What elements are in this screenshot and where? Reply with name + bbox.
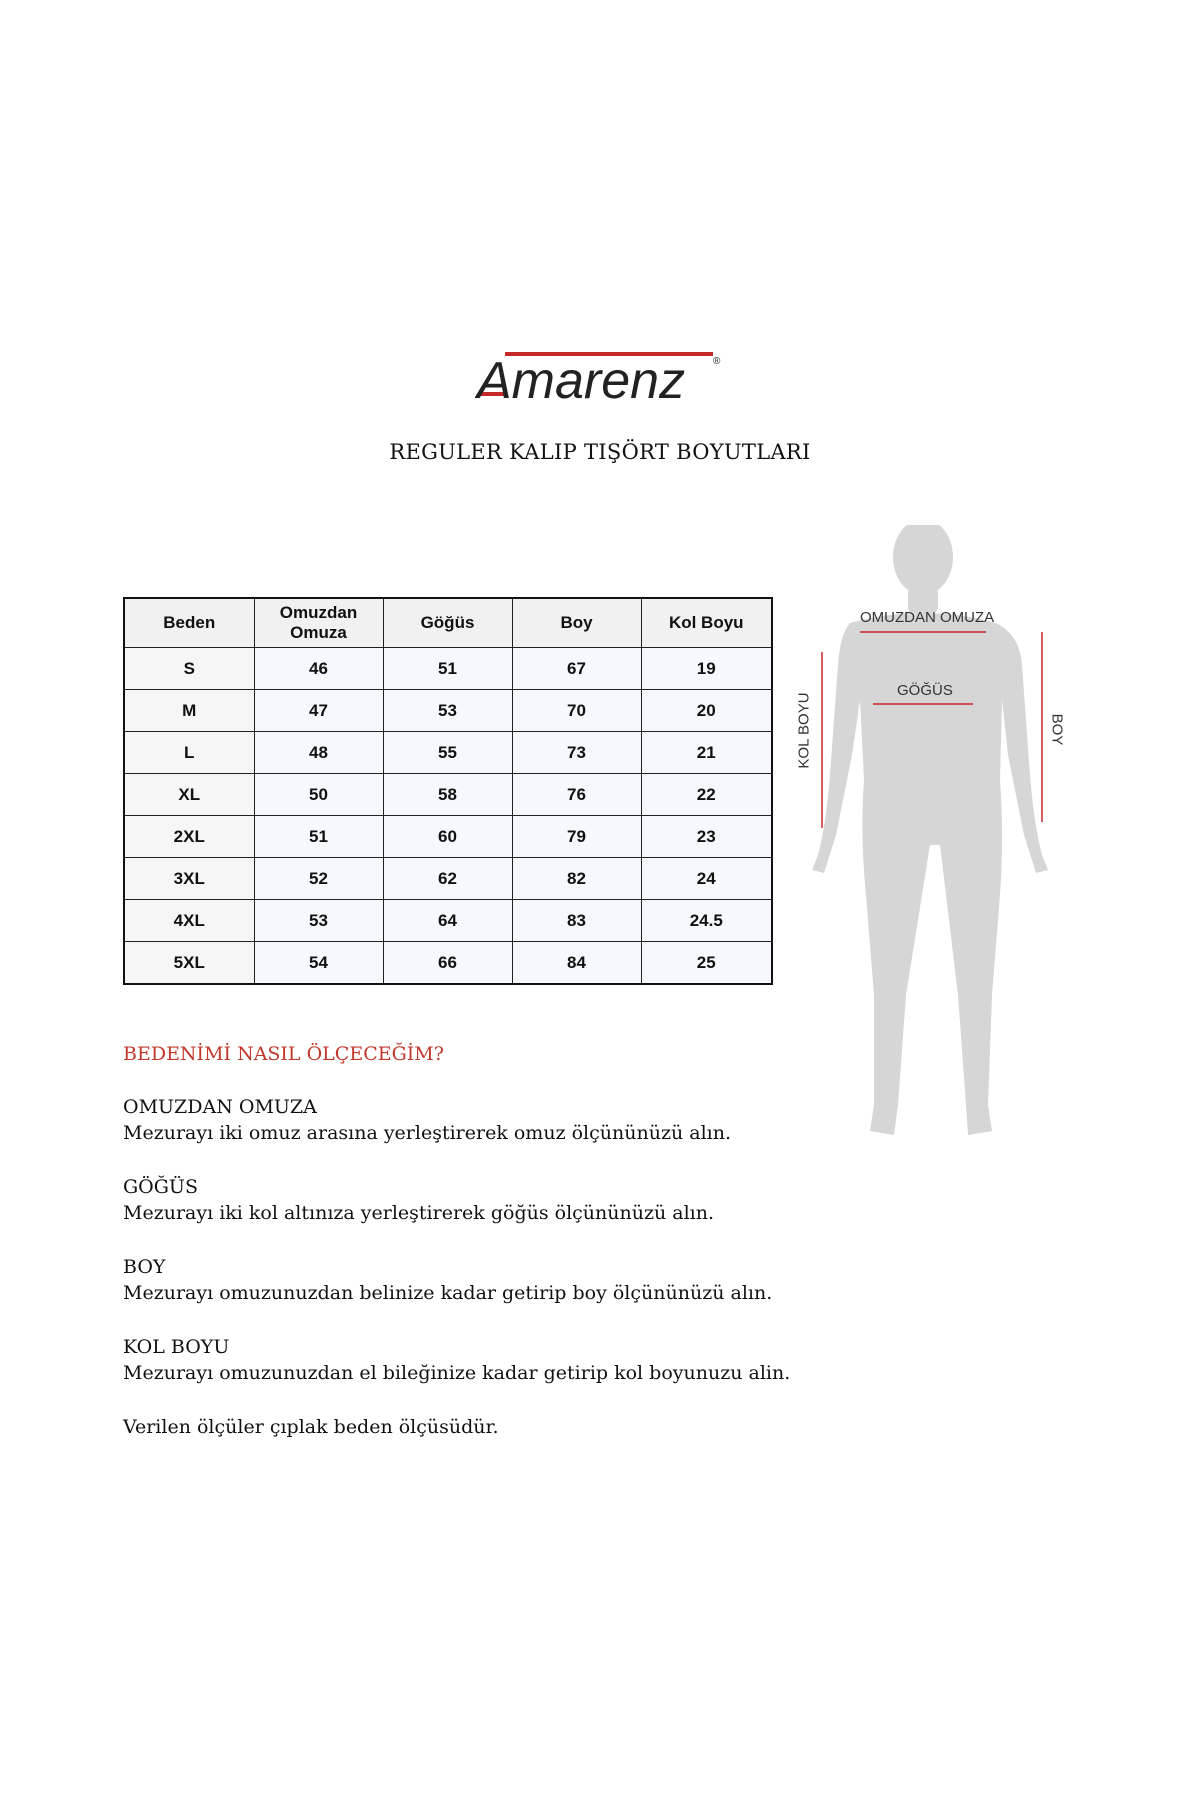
guide-note: Verilen ölçüler çıplak beden ölçüsüdür. [123,1416,499,1438]
guide-item-text: Mezurayı omuzunuzdan el bileğinize kadar getirip kol boyunuzu alin. [123,1362,791,1384]
header-omuz-line1: Omuzdan [279,603,358,622]
header-omuz-line2: Omuza [290,623,347,642]
measure-cell: 25 [641,942,772,985]
guide-item-chest [123,1174,823,1226]
measurement-guide [123,1042,823,1440]
header-gogus: Göğüs [383,598,512,648]
guide-item-title: GÖĞÜS [123,1176,198,1198]
header-beden: Beden [124,598,254,648]
measure-cell: 48 [254,732,383,774]
amarenz-logo-icon [475,348,725,406]
size-cell: 5XL [124,942,254,985]
measure-cell: 84 [512,942,641,985]
measure-cell: 24.5 [641,900,772,942]
svg-text:Amarenz: Amarenz [477,352,686,406]
guide-item-text: Mezurayı iki omuz arasına yerleştirerek omuz ölçününüzü alın. [123,1122,731,1144]
measure-cell: 23 [641,816,772,858]
guide-heading: BEDENİMİ NASIL ÖLÇECEĞİM? [123,1043,444,1065]
table-row [124,774,772,816]
guide-item-title: OMUZDAN OMUZA [123,1096,317,1118]
size-cell: M [124,690,254,732]
table-row [124,648,772,690]
table-row [124,732,772,774]
measure-cell: 76 [512,774,641,816]
table-row [124,942,772,985]
measure-cell: 51 [254,816,383,858]
size-cell: S [124,648,254,690]
measure-cell: 54 [254,942,383,985]
measure-cell: 50 [254,774,383,816]
measure-cell: 82 [512,858,641,900]
measure-cell: 62 [383,858,512,900]
header-kol-boyu: Kol Boyu [641,598,772,648]
guide-item-shoulder [123,1094,823,1146]
size-cell: 4XL [124,900,254,942]
measure-cell: 79 [512,816,641,858]
measure-cell: 20 [641,690,772,732]
size-cell: 3XL [124,858,254,900]
measure-cell: 64 [383,900,512,942]
brand-logo [475,348,725,406]
page-title: REGULER KALIP TIŞÖRT BOYUTLARI [389,440,811,464]
guide-item-sleeve [123,1334,823,1386]
measure-cell: 51 [383,648,512,690]
measure-cell: 67 [512,648,641,690]
size-cell: L [124,732,254,774]
measure-cell: 21 [641,732,772,774]
measure-cell: 66 [383,942,512,985]
guide-item-length [123,1254,823,1306]
label-boy: BOY [1048,713,1066,746]
size-table [123,597,773,985]
measure-cell: 70 [512,690,641,732]
measure-cell: 24 [641,858,772,900]
size-cell: XL [124,774,254,816]
table-row [124,816,772,858]
measure-cell: 19 [641,648,772,690]
label-kol-boyu: KOL BOYU [795,692,813,769]
measure-cell: 55 [383,732,512,774]
table-row [124,900,772,942]
measure-cell: 58 [383,774,512,816]
measure-cell: 53 [254,900,383,942]
measure-cell: 46 [254,648,383,690]
svg-text:®: ® [713,356,721,367]
table-row [124,690,772,732]
guide-item-title: KOL BOYU [123,1336,230,1358]
table-header-row [124,598,772,648]
measure-cell: 52 [254,858,383,900]
guide-item-text: Mezurayı omuzunuzdan belinize kadar getirip boy ölçününüzü alın. [123,1282,773,1304]
measure-cell: 22 [641,774,772,816]
header-omuzdan-omuza [254,598,383,648]
body-measure-figure [780,525,1080,1145]
header-boy: Boy [512,598,641,648]
measure-cell: 83 [512,900,641,942]
measure-cell: 53 [383,690,512,732]
label-gogus: GÖĞÜS [897,682,953,699]
label-omuzdan-omuza: OMUZDAN OMUZA [860,609,995,626]
guide-item-title: BOY [123,1256,166,1278]
measure-cell: 47 [254,690,383,732]
measure-cell: 73 [512,732,641,774]
table-row [124,858,772,900]
guide-item-text: Mezurayı iki kol altınıza yerleştirerek göğüs ölçününüzü alın. [123,1202,715,1224]
measure-cell: 60 [383,816,512,858]
size-cell: 2XL [124,816,254,858]
